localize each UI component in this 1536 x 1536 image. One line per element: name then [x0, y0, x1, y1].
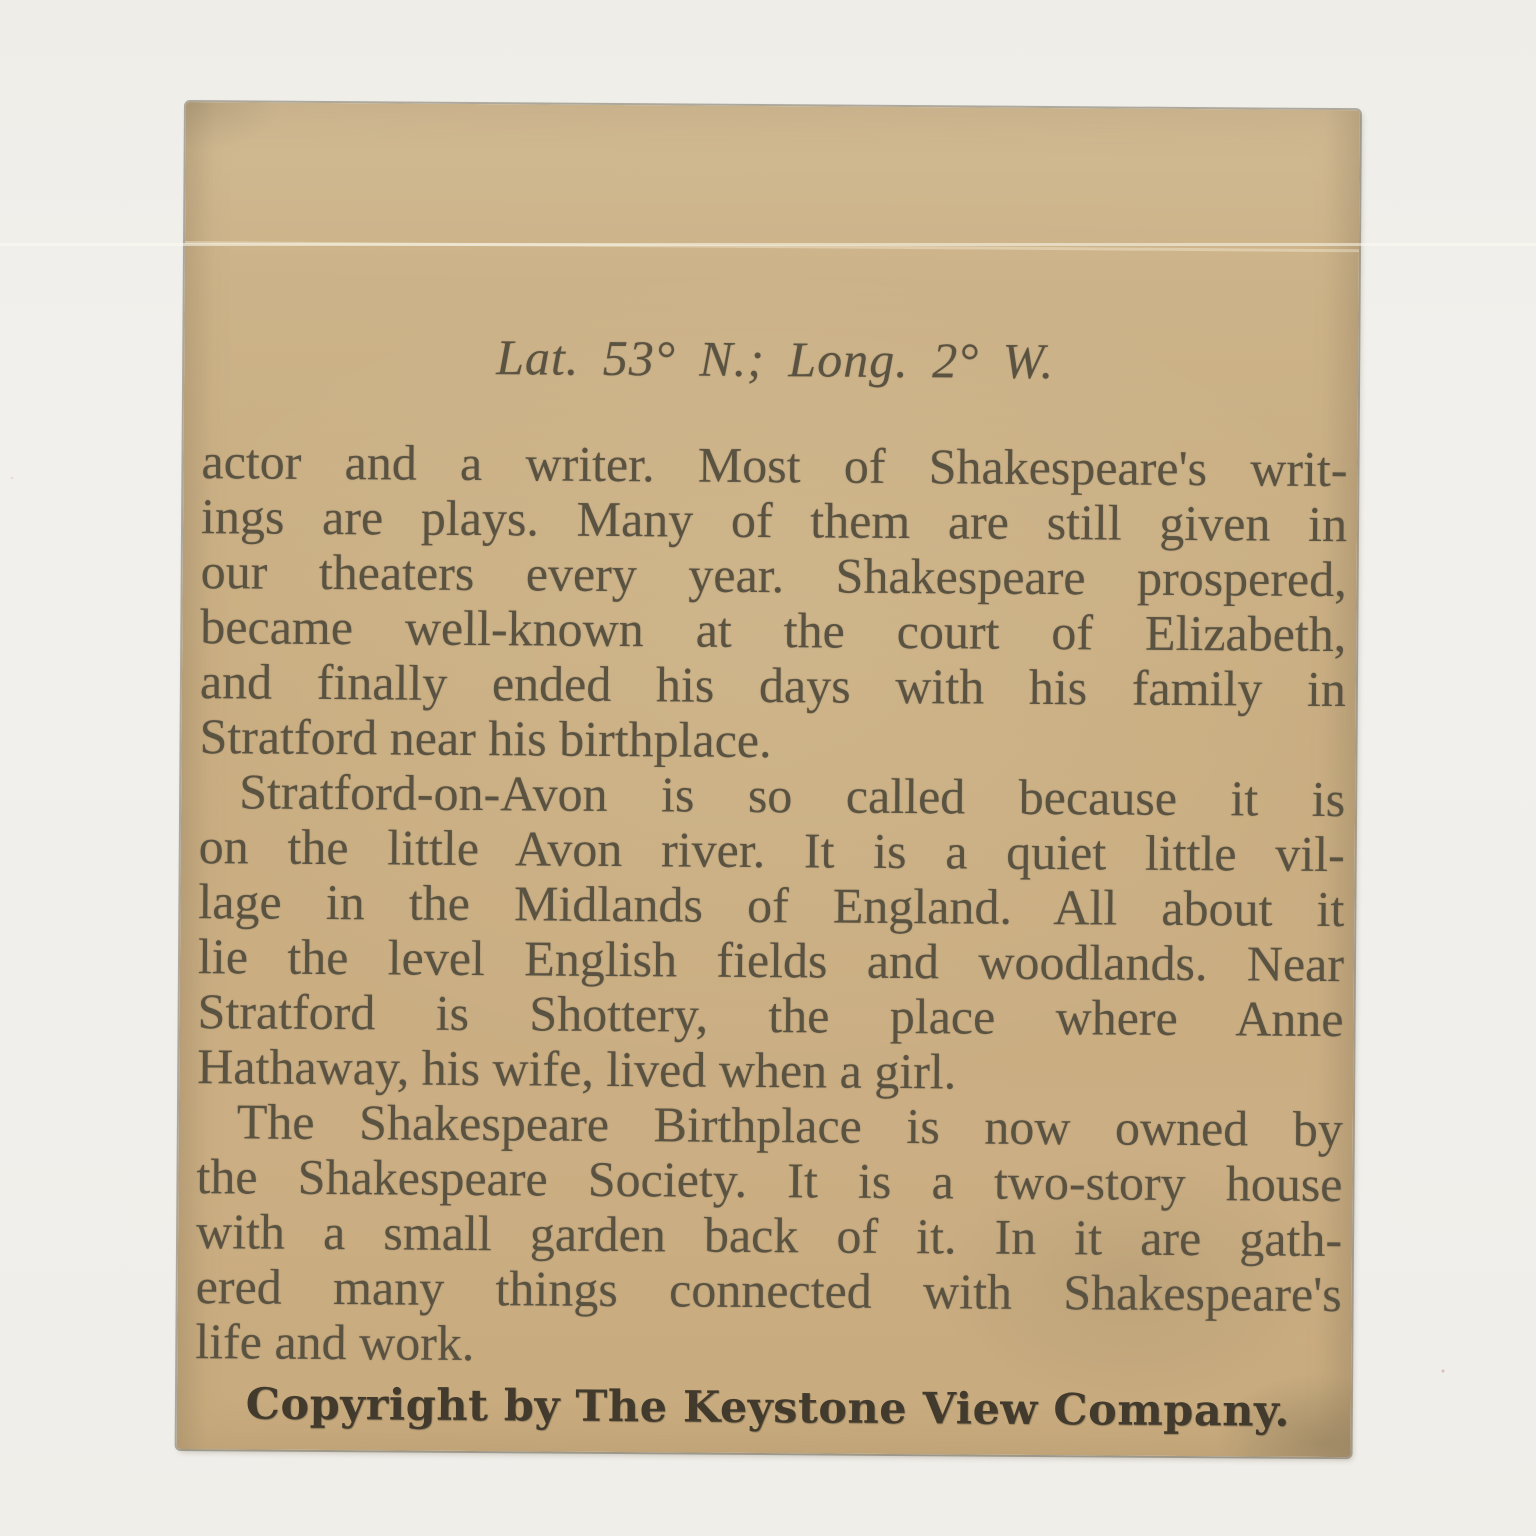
text-line: lage in the Midlands of England. All about it — [198, 873, 1345, 938]
card-text-body — [195, 434, 1347, 1377]
text-line: life and work. — [195, 1313, 475, 1372]
text-line: our theaters every year. Shakespeare prospered, — [200, 543, 1347, 608]
text-line: with a small garden back of it. In it are gath- — [195, 1203, 1343, 1268]
coordinates-heading: Lat. 53° N.; Long. 2° W. — [495, 329, 1055, 390]
text-line: actor and a writer. Most of Shakespeare's writ- — [201, 433, 1348, 498]
text-line: and finally ended his days with his family in — [199, 653, 1347, 718]
text-line: the Shakespeare Society. It is a two-story house — [196, 1148, 1343, 1213]
text-line: Stratford is Shottery, the place where Anne — [197, 983, 1344, 1048]
text-line: Hathaway, his wife, lived when a girl. — [197, 1038, 957, 1100]
text-line: on the little Avon river. It is a quiet little vil- — [198, 818, 1345, 883]
text-line: ings are plays. Many of them are still given in — [200, 488, 1348, 553]
text-line: Stratford-on-Avon is so called because it is — [238, 763, 1346, 828]
text-line: Stratford near his birthplace. — [199, 708, 772, 769]
text-line: ered many things connected with Shakespeare's — [195, 1258, 1342, 1323]
stereoview-card-back — [177, 102, 1360, 1457]
copyright-line: Copyright by The Keystone View Company. — [245, 1379, 1291, 1437]
text-line: The Shakespeare Birthplace is now owned by — [236, 1093, 1344, 1158]
text-line: became well-known at the court of Elizabeth, — [200, 598, 1347, 663]
text-line: lie the level English fields and woodlands. Near — [197, 928, 1345, 993]
